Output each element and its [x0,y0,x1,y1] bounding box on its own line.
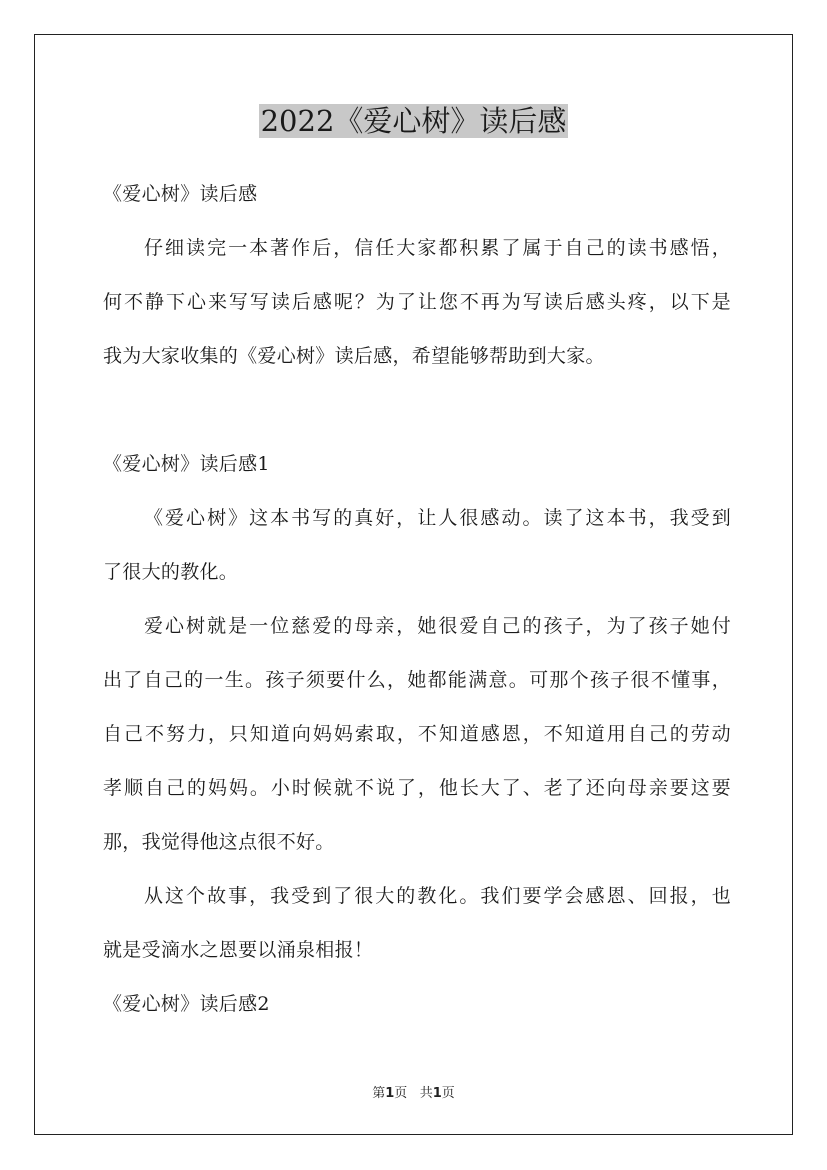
paragraph-line: 了很大的教化。 [103,561,239,583]
paragraph-line: 爱心树就是一位慈爱的母亲，她很爱自己的孩子，为了孩子她付 [144,615,731,637]
paragraph-line: 孝顺自己的妈妈。小时候就不说了，他长大了、老了还向母亲要这要 [103,777,731,799]
intro-line: 仔细读完一本著作后，信任大家都积累了属于自己的读书感悟， [144,237,731,259]
total-pages: 1 [432,1086,442,1101]
section-heading-2: 《爱心树》读后感2 [103,993,270,1015]
paragraph-line: 出了自己的一生。孩子须要什么，她都能满意。可那个孩子很不懂事， [103,669,731,691]
intro-line: 何不静下心来写写读后感呢？为了让您不再为写读后感头疼，以下是 [103,291,731,313]
page-prefix: 第 [372,1086,386,1101]
total-prefix: 共 [419,1086,433,1101]
paragraph-line: 自己不努力，只知道向妈妈索取，不知道感恩，不知道用自己的劳动 [103,723,731,745]
page-footer [0,1082,827,1101]
page-suffix: 页 [394,1086,408,1101]
intro-line: 我为大家收集的《爱心树》读后感，希望能够帮助到大家。 [103,345,605,367]
paragraph-line: 就是受滴水之恩要以涌泉相报！ [103,939,374,961]
paragraph-line: 从这个故事，我受到了很大的教化。我们要学会感恩、回报，也 [144,885,731,907]
page-number: 1 [385,1086,395,1101]
document-title [0,100,827,142]
total-suffix: 页 [441,1086,455,1101]
paragraph-line: 《爱心树》这本书写的真好，让人很感动。读了这本书，我受到 [144,507,731,529]
section-heading-1: 《爱心树》读后感1 [103,453,270,475]
paragraph-line: 那，我觉得他这点很不好。 [103,831,335,853]
document-subtitle: 《爱心树》读后感 [103,183,258,205]
document-title-text: 2022《爱心树》读后感 [260,104,567,138]
